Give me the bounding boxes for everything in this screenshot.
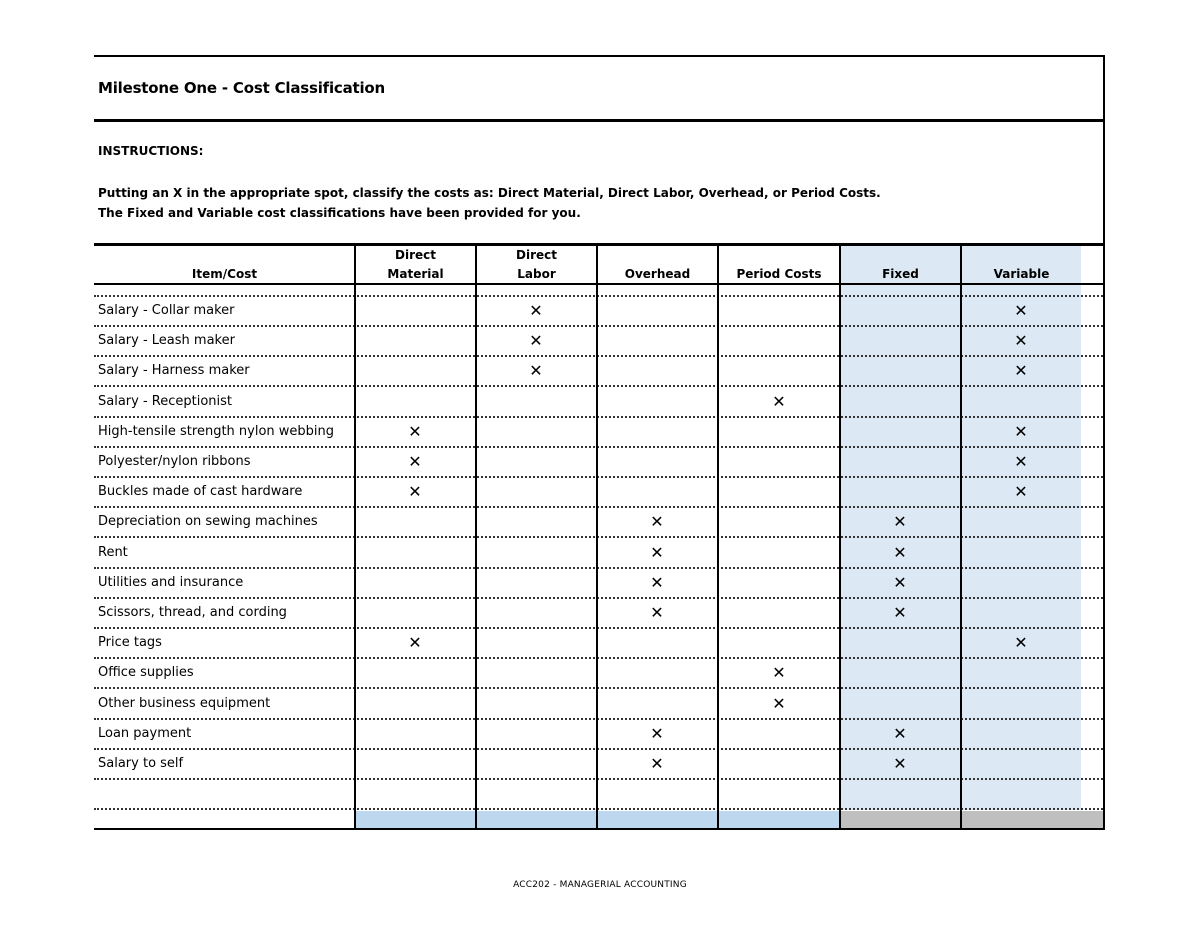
column-divider <box>839 245 841 828</box>
row-item-cost: Scissors, thread, and cording <box>98 605 287 620</box>
header-overhead: Overhead <box>624 267 691 281</box>
instructions-line-1: Putting an X in the appropriate spot, classify the costs as: Direct Material, Direct Labor, Overhead, or Period Costs. <box>98 186 881 200</box>
x-mark-dl: ✕ <box>529 361 543 381</box>
x-mark-oh: ✕ <box>650 512 664 532</box>
row-item-cost: Polyester/nylon ribbons <box>98 454 251 469</box>
row-item-cost: Other business equipment <box>98 695 271 711</box>
x-mark-dm: ✕ <box>408 482 422 502</box>
column-divider <box>960 245 962 828</box>
header-direct-material-bottom: Material <box>387 267 444 281</box>
x-mark-dm: ✕ <box>408 633 422 653</box>
x-mark-fixed: ✕ <box>893 542 907 562</box>
row-item-cost: Office supplies <box>98 665 194 681</box>
table-row <box>94 539 1103 569</box>
table-row <box>94 599 1103 629</box>
x-mark-dl: ✕ <box>529 331 543 351</box>
table-row <box>94 297 1103 327</box>
table-row <box>94 690 1103 720</box>
table-row <box>94 388 1103 418</box>
table-row <box>94 478 1103 508</box>
page-title: Milestone One - Cost Classification <box>98 79 386 97</box>
table-row <box>94 418 1103 448</box>
x-mark-oh: ✕ <box>650 754 664 773</box>
row-item-cost: Depreciation on sewing machines <box>98 514 318 530</box>
header-variable: Variable <box>993 267 1050 281</box>
x-mark-oh: ✕ <box>650 542 664 562</box>
header-bottom-border <box>94 283 1103 285</box>
x-mark-oh: ✕ <box>650 572 664 592</box>
table-row <box>94 327 1103 357</box>
table-row <box>94 357 1103 387</box>
x-mark-pc: ✕ <box>772 663 786 683</box>
row-item-cost: High-tensile strength nylon webbing <box>98 423 335 439</box>
title-row <box>94 57 1103 122</box>
table-row <box>94 780 1103 810</box>
instructions-line-2: The Fixed and Variable cost classifications have been provided for you. <box>98 206 581 220</box>
x-mark-variable: ✕ <box>1014 482 1028 502</box>
x-mark-pc: ✕ <box>772 693 786 713</box>
header-item-cost: Item/Cost <box>191 267 258 281</box>
row-item-cost: Salary - Collar maker <box>98 303 235 318</box>
table-row <box>94 720 1103 750</box>
x-mark-dm: ✕ <box>408 421 422 441</box>
x-mark-fixed: ✕ <box>893 603 907 622</box>
header-fixed: Fixed <box>882 267 919 281</box>
page-footer: ACC202 - MANAGERIAL ACCOUNTING <box>513 880 687 890</box>
table-row <box>94 659 1103 689</box>
x-mark-fixed: ✕ <box>893 572 907 592</box>
column-divider <box>717 245 719 828</box>
row-item-cost: Salary to self <box>98 756 184 771</box>
table-bottom-border <box>94 828 1105 830</box>
table-row <box>94 569 1103 599</box>
row-item-cost: Salary - Receptionist <box>98 393 233 409</box>
total-band-gray <box>840 811 1103 828</box>
row-item-cost: Salary - Harness maker <box>98 363 250 379</box>
x-mark-variable: ✕ <box>1014 301 1028 320</box>
header-direct-material <box>355 246 476 284</box>
row-item-cost: Loan payment <box>98 725 192 741</box>
x-mark-variable: ✕ <box>1014 633 1028 653</box>
x-mark-oh: ✕ <box>650 603 664 622</box>
x-mark-fixed: ✕ <box>893 723 907 743</box>
header-direct-material-top: Direct <box>395 248 436 262</box>
table-row <box>94 750 1103 780</box>
x-mark-dm: ✕ <box>408 452 422 471</box>
header-direct-labor-bottom: Labor <box>517 267 556 281</box>
header-period-costs: Period Costs <box>736 267 822 281</box>
row-item-cost: Buckles made of cast hardware <box>98 484 303 500</box>
instructions-label: INSTRUCTIONS: <box>98 144 204 158</box>
table-top-border <box>94 243 1103 246</box>
header-direct-labor <box>476 246 597 284</box>
column-divider <box>596 245 598 828</box>
column-divider <box>354 245 356 828</box>
x-mark-pc: ✕ <box>772 391 786 411</box>
table-row <box>94 508 1103 538</box>
x-mark-fixed: ✕ <box>893 512 907 532</box>
x-mark-fixed: ✕ <box>893 754 907 773</box>
x-mark-dl: ✕ <box>529 301 543 320</box>
table-row <box>94 448 1103 478</box>
x-mark-variable: ✕ <box>1014 452 1028 471</box>
worksheet <box>94 55 1105 828</box>
row-item-cost: Utilities and insurance <box>98 574 244 590</box>
row-item-cost: Rent <box>98 544 128 560</box>
x-mark-variable: ✕ <box>1014 331 1028 351</box>
row-item-cost: Salary - Leash maker <box>98 333 235 349</box>
x-mark-variable: ✕ <box>1014 421 1028 441</box>
x-mark-oh: ✕ <box>650 723 664 743</box>
table-row <box>94 629 1103 659</box>
column-divider <box>475 245 477 828</box>
x-mark-variable: ✕ <box>1014 361 1028 381</box>
header-direct-labor-top: Direct <box>516 248 557 262</box>
row-item-cost: Price tags <box>98 635 162 651</box>
